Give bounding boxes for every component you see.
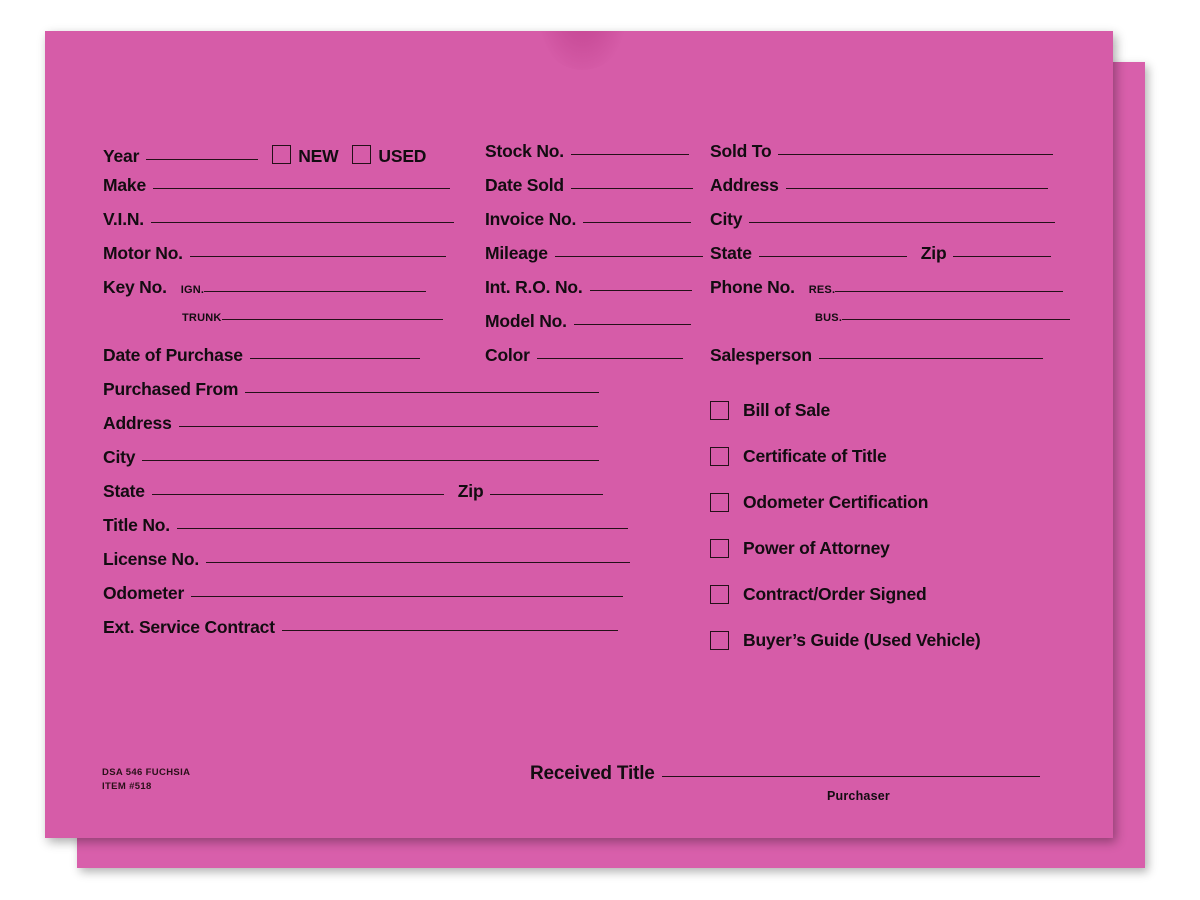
field-stock-no-line[interactable] xyxy=(571,154,689,155)
field-mileage-line[interactable] xyxy=(555,256,703,257)
field-color-label: Color xyxy=(485,345,530,365)
field-model-no-label: Model No. xyxy=(485,311,567,331)
field-buyer-city[interactable] xyxy=(710,211,1055,229)
field-buyer-zip-label: Zip xyxy=(920,243,947,263)
field-key-no-ign-sublabel: IGN. xyxy=(180,284,205,296)
checklist-item-certificate-of-title[interactable] xyxy=(710,447,887,466)
checkbox-bill-of-sale[interactable] xyxy=(710,401,729,420)
field-key-no-ign-line[interactable] xyxy=(204,291,426,292)
field-purchased-city-line[interactable] xyxy=(142,460,599,461)
field-date-of-purchase[interactable] xyxy=(103,347,420,365)
field-motor-no-label: Motor No. xyxy=(103,243,183,263)
checkbox-odometer-certification[interactable] xyxy=(710,493,729,512)
checklist-item-buyers-guide[interactable] xyxy=(710,631,981,650)
field-key-no-trunk-sublabel: TRUNK xyxy=(182,312,222,324)
checklist-item-odometer-certification-label: Odometer Certification xyxy=(743,491,929,512)
field-invoice-no-line[interactable] xyxy=(583,222,691,223)
field-received-title-line[interactable] xyxy=(662,776,1040,777)
field-mileage[interactable] xyxy=(485,245,703,263)
field-salesperson-line[interactable] xyxy=(819,358,1043,359)
field-mileage-label: Mileage xyxy=(485,243,548,263)
field-phone-bus-line[interactable] xyxy=(842,319,1070,320)
field-vin[interactable] xyxy=(103,211,454,229)
checklist-item-bill-of-sale-label: Bill of Sale xyxy=(743,399,831,420)
field-buyer-zip-line[interactable] xyxy=(953,256,1051,257)
checkbox-used[interactable] xyxy=(352,145,371,164)
field-salesperson[interactable] xyxy=(710,347,1043,365)
field-buyer-address-label: Address xyxy=(710,175,779,195)
field-int-ro-no[interactable] xyxy=(485,279,692,297)
field-date-sold[interactable] xyxy=(485,177,693,195)
form-imprint-line2: ITEM #518 xyxy=(102,780,152,792)
field-purchased-address[interactable] xyxy=(103,415,598,433)
field-purchased-state-label: State xyxy=(103,481,145,501)
field-purchased-from-label: Purchased From xyxy=(103,379,239,399)
field-phone-bus-sublabel: BUS. xyxy=(815,312,843,324)
field-purchased-from[interactable] xyxy=(103,381,599,399)
field-stock-no[interactable] xyxy=(485,143,689,161)
checkbox-new-label: NEW xyxy=(298,146,339,166)
field-make[interactable] xyxy=(103,177,450,195)
field-sold-to-label: Sold To xyxy=(710,141,772,161)
checkbox-power-of-attorney[interactable] xyxy=(710,539,729,558)
deal-jacket-form xyxy=(45,31,1113,838)
field-vin-label: V.I.N. xyxy=(103,209,144,229)
field-buyer-city-line[interactable] xyxy=(749,222,1055,223)
field-salesperson-label: Salesperson xyxy=(710,345,812,365)
field-phone-res-sublabel: RES. xyxy=(808,284,836,296)
field-license-no-label: License No. xyxy=(103,549,200,569)
field-purchased-zip-line[interactable] xyxy=(490,494,603,495)
field-key-no-label: Key No. xyxy=(103,277,167,297)
field-stock-no-label: Stock No. xyxy=(485,141,564,161)
checkbox-new[interactable] xyxy=(272,145,291,164)
field-int-ro-no-label: Int. R.O. No. xyxy=(485,277,583,297)
field-make-label: Make xyxy=(103,175,146,195)
field-vin-line[interactable] xyxy=(151,222,454,223)
field-purchased-zip-label: Zip xyxy=(457,481,484,501)
field-purchased-city[interactable] xyxy=(103,449,599,467)
checkbox-used-label: USED xyxy=(378,146,427,166)
field-title-no-label: Title No. xyxy=(103,515,170,535)
field-key-no-ign[interactable] xyxy=(103,279,426,297)
field-purchased-address-label: Address xyxy=(103,413,172,433)
field-title-no-line[interactable] xyxy=(177,528,628,529)
checkbox-buyers-guide[interactable] xyxy=(710,631,729,650)
field-ext-service-contract-line[interactable] xyxy=(282,630,618,631)
field-invoice-no-label: Invoice No. xyxy=(485,209,577,229)
field-buyer-address-line[interactable] xyxy=(786,188,1048,189)
field-phone-res-line[interactable] xyxy=(835,291,1063,292)
field-color-line[interactable] xyxy=(537,358,683,359)
checkbox-contract-order-signed[interactable] xyxy=(710,585,729,604)
field-purchased-address-line[interactable] xyxy=(179,426,598,427)
field-odometer[interactable] xyxy=(103,585,623,603)
field-title-no[interactable] xyxy=(103,517,628,535)
checklist-item-buyers-guide-label: Buyer’s Guide (Used Vehicle) xyxy=(743,629,981,650)
field-license-no[interactable] xyxy=(103,551,630,569)
field-phone-bus[interactable] xyxy=(815,313,1070,324)
purchaser-caption: Purchaser xyxy=(827,789,890,803)
field-color[interactable] xyxy=(485,347,683,365)
field-sold-to[interactable] xyxy=(710,143,1053,161)
checklist-item-contract-order-signed[interactable] xyxy=(710,585,926,604)
field-key-no-trunk[interactable] xyxy=(182,313,443,324)
field-date-of-purchase-line[interactable] xyxy=(250,358,420,359)
field-phone-no-label: Phone No. xyxy=(710,277,795,297)
field-date-sold-line[interactable] xyxy=(571,188,693,189)
field-buyer-state-label: State xyxy=(710,243,752,263)
field-make-line[interactable] xyxy=(153,188,450,189)
field-model-no[interactable] xyxy=(485,313,691,331)
form-imprint-line1: DSA 546 FUCHSIA xyxy=(102,767,191,778)
checklist-item-odometer-certification[interactable] xyxy=(710,493,928,512)
field-year-label: Year xyxy=(103,146,140,166)
field-date-of-purchase-label: Date of Purchase xyxy=(103,345,243,365)
field-key-no-trunk-line[interactable] xyxy=(222,319,443,320)
checklist-item-bill-of-sale[interactable] xyxy=(710,401,830,420)
field-buyer-state-line[interactable] xyxy=(759,256,907,257)
envelope-front-sheet xyxy=(45,31,1113,838)
field-received-title-label: Received Title xyxy=(530,763,655,784)
checklist-item-power-of-attorney[interactable] xyxy=(710,539,890,558)
field-motor-no[interactable] xyxy=(103,245,446,263)
checklist-item-power-of-attorney-label: Power of Attorney xyxy=(743,537,890,558)
field-purchased-from-line[interactable] xyxy=(245,392,599,393)
checklist-item-certificate-of-title-label: Certificate of Title xyxy=(743,445,887,466)
field-motor-no-line[interactable] xyxy=(190,256,446,257)
field-purchased-state-line[interactable] xyxy=(152,494,444,495)
field-buyer-state-zip[interactable] xyxy=(710,245,1051,263)
field-year[interactable] xyxy=(103,143,426,166)
field-buyer-city-label: City xyxy=(710,209,743,229)
field-phone-res[interactable] xyxy=(710,279,1063,297)
checklist-item-contract-order-signed-label: Contract/Order Signed xyxy=(743,583,927,604)
field-odometer-label: Odometer xyxy=(103,583,185,603)
field-model-no-line[interactable] xyxy=(574,324,691,325)
field-license-no-line[interactable] xyxy=(206,562,630,563)
field-purchased-city-label: City xyxy=(103,447,136,467)
field-invoice-no[interactable] xyxy=(485,211,691,229)
field-ext-service-contract-label: Ext. Service Contract xyxy=(103,617,275,637)
field-sold-to-line[interactable] xyxy=(778,154,1053,155)
field-purchased-state-zip[interactable] xyxy=(103,483,603,501)
field-date-sold-label: Date Sold xyxy=(485,175,564,195)
field-odometer-line[interactable] xyxy=(191,596,623,597)
field-buyer-address[interactable] xyxy=(710,177,1048,195)
field-year-line[interactable] xyxy=(146,159,258,160)
field-int-ro-no-line[interactable] xyxy=(590,290,692,291)
form-imprint-code xyxy=(102,766,190,794)
checkbox-certificate-of-title[interactable] xyxy=(710,447,729,466)
field-ext-service-contract[interactable] xyxy=(103,619,618,637)
field-received-title[interactable] xyxy=(530,764,1040,783)
